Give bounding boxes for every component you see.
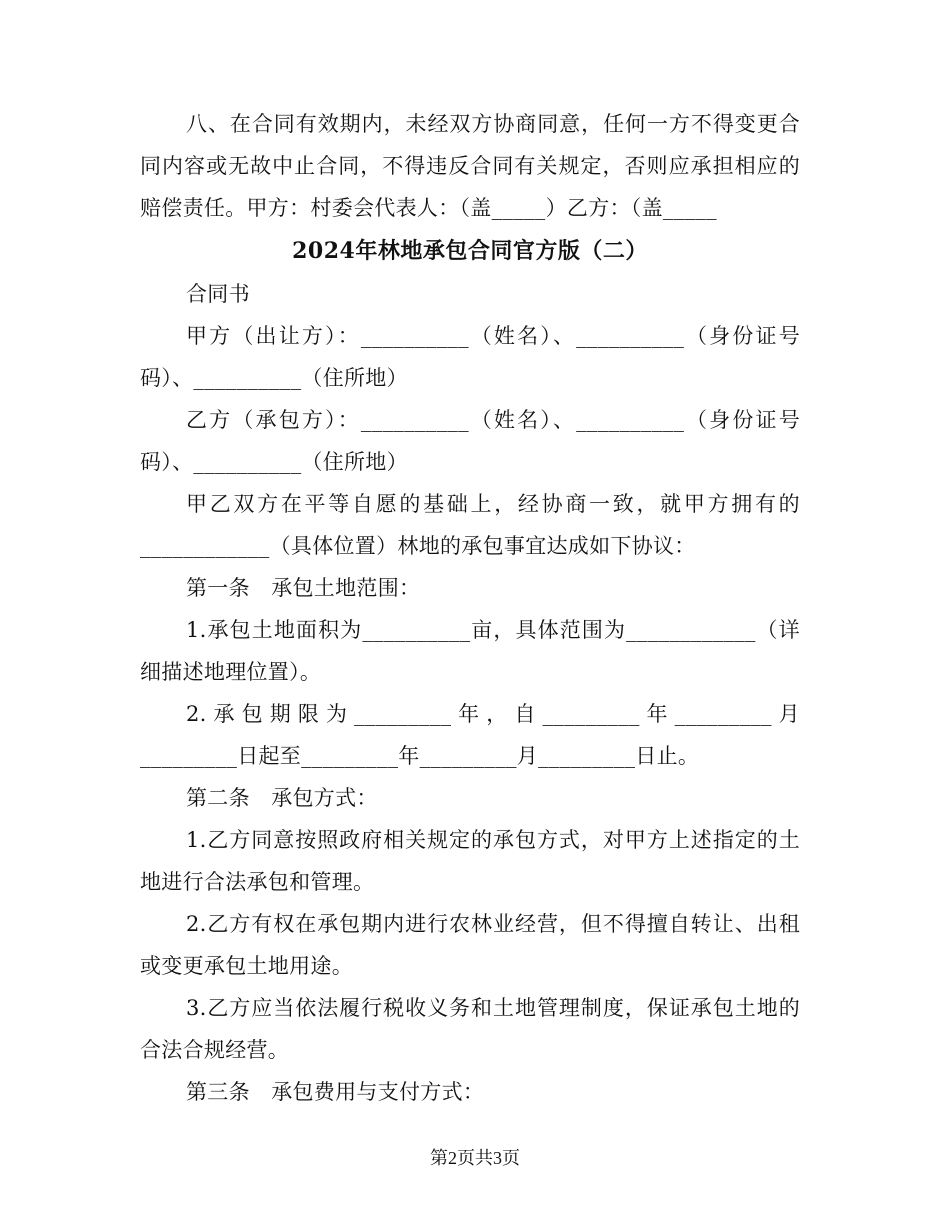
article-two-item-1: 1.乙方同意按照政府相关规定的承包方式，对甲方上述指定的土地进行合法承包和管理。 [140, 828, 800, 894]
document-body [140, 103, 800, 1113]
preamble-paragraph: 甲乙双方在平等自愿的基础上，经协商一致，就甲方拥有的____________（具体位置）林地的承包事宜达成如下协议： [140, 492, 800, 558]
article-one-item-2: 2.承包期限为_________年，自_________年_________月_________日起至_________年_________月_________日止。 [140, 702, 800, 768]
party-a-paragraph: 甲方（出让方）：__________（姓名）、__________（身份证号码）、__________（住所地） [140, 324, 800, 390]
party-b-paragraph: 乙方（承包方）：__________（姓名）、__________（身份证号码）、__________（住所地） [140, 408, 800, 474]
page-number-footer: 第2页共3页 [430, 1148, 520, 1168]
article-three-heading: 第三条 承包费用与支付方式： [186, 1080, 485, 1104]
clause-eight-paragraph: 八、在合同有效期内，未经双方协商同意，任何一方不得变更合同内容或无故中止合同，不得违反合同有关规定，否则应承担相应的赔偿责任。甲方：村委会代表人：（盖_____）乙方：（盖_____ [140, 112, 800, 220]
article-one-heading: 第一条 承包土地范围： [186, 576, 421, 600]
article-two-item-3: 3.乙方应当依法履行税收义务和土地管理制度，保证承包土地的合法合规经营。 [140, 996, 800, 1062]
contract-title: 2024年林地承包合同官方版（二） [292, 238, 648, 264]
contract-heading: 合同书 [186, 282, 250, 306]
article-one-item-1: 1.承包土地面积为__________亩，具体范围为____________（详细描述地理位置）。 [140, 618, 800, 684]
article-two-item-2: 2.乙方有权在承包期内进行农林业经营，但不得擅自转让、出租或变更承包土地用途。 [140, 912, 800, 978]
article-two-heading: 第二条 承包方式： [186, 786, 378, 810]
